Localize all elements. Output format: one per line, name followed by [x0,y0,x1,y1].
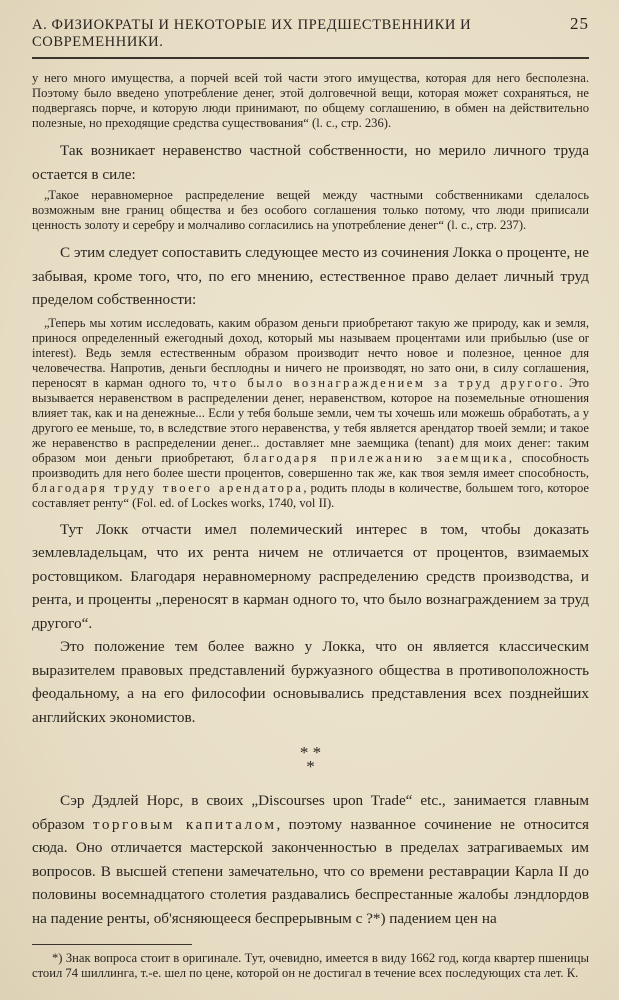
section-divider-asterisks: * * * [299,743,322,776]
paragraph-quote-continuation: у него много имущества, а порчей всей той части этого имущества, которая для него бесполезна. Поэтому было введено употребление денег, этой долговечной вещи, которая может сохраняться, не подвергаясь порче, и которую люди принимают, по общему соглашению, в обмен на действительно полезные, но преходящие средства существования“ (l. c., стр. 236). [32,71,589,130]
footnote-rule [32,944,192,945]
running-title: А. ФИЗИОКРАТЫ И НЕКОТОРЫЕ ИХ ПРЕДШЕСТВЕННИКИ И СОВРЕМЕННИКИ. [32,17,472,50]
paragraph-locke-intro: С этим следует сопоставить следующее место из сочинения Локка о проценте, не забывая, кроме того, что, по его мнению, естественное право делает личный труд пределом собственности: [32,244,589,308]
paragraph-locke-polemic: Тут Локк отчасти имел полемический интерес в том, чтобы доказать землевладельцам, что их рента ничем не отличается от процентов, взимаемых ростовщиком. Благодаря неравномерному распределению средств производства, и рента, и проценты „переносят в карман одного то, что было вознаграждением за труд другого“. [32,520,589,632]
paragraph-locke-importance: Это положение тем более важно у Локка, что он является классическим выразителем правовых представлений буржуазного общества в противоположность феодальному, а на его философии основывались представления всех позднейших английских экономистов. [32,638,589,726]
quote-unequal-distribution: „Такое неравномерное распределение вещей между частными собственниками сделалось возможным вне границ общества и без особого соглашения только потому, что люди приписали ценность золоту и серебру и молчаливо согласились на употребление денег“ (l. c., стр. 237). [32,188,589,232]
paragraph-inequality: Так возникает неравенство частной собственности, но мерило личного труда остается в силе: [32,142,589,183]
page-number: 25 [570,14,589,33]
quote-locke-interest: „Теперь мы хотим исследовать, каким образом деньги приобретают такую же природу, как и земля, принося определенный ежегодный доход, который мы называем процентами или прибылью (use or interest). Ведь земля естественным образом производит нечто новое и полезное, ценное для человечества. Напротив, деньги бесплодны и ничего не производят, но зато они, в силу соглашения, переносят в карман одного то, что было вознаграждением за труд другого. Это вызывается неравенством в распределении денег, неравенством, которое на поземельные отношения влияет так, как и на денежные... Если у тебя больше земли, чем ты хочешь или можешь обработать, а у другого ее меньше, то, в вследствие этого неравенства, у тебя является арендатор твоей земли; и такое же неравенство в распределении денег... доставляет мне заемщика (tenant) для моих денег: таким образом мои деньги приобретают, благодаря прилежанию заемщика, способность производить для него более шести процентов, совершенно так же, как твоя земля имеет способность, благодаря труду твоего арендатора, родить плоды в количестве, большем того, которое составляет ренту“ (Fol. ed. of Lockes works, 1740, vol II). [32,315,590,510]
paragraph-north-discourses: Сэр Дэдлей Норс, в своих „Discourses upon Trade“ etc., занимается главным образом торговым капиталом, поэтому названное сочинение не относится сюда. Оно отличается мастерской законченностью в пределах затрагиваемых им вопросов. В высшей степени замечательно, что со времени реставрации Карла II до половины восемнадцатого столетия раздавались беспрестанные жалобы лэндлордов на падение ренты, об'ясняющееся беспрерывным с ?*) падением цен на [32,792,589,927]
footnote: *) Знак вопроса стоит в оригинале. Тут, очевидно, имеется в виду 1662 год, когда квартер пшеницы стоил 74 шиллинга, т.-е. шел по цене, которой он не достигал в течение всех последующих ста лет. К. [32,951,589,980]
running-header [32,14,589,59]
